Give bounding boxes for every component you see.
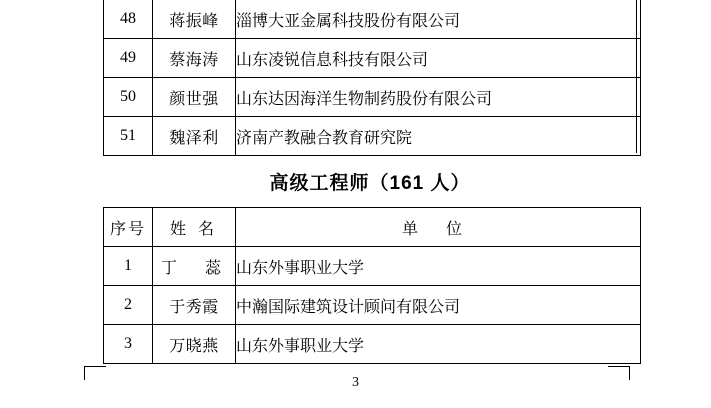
cell-name: 蔡海涛 <box>153 39 236 78</box>
cell-unit: 济南产教融合教育研究院 <box>236 117 641 156</box>
table-continuation <box>103 0 641 156</box>
cell-no: 1 <box>104 247 153 286</box>
cell-unit: 山东外事职业大学 <box>236 325 641 364</box>
table-row <box>104 78 641 117</box>
cell-name: 魏泽利 <box>153 117 236 156</box>
cell-no: 49 <box>104 39 153 78</box>
page-number: 3 <box>352 375 359 390</box>
cell-name: 于秀霞 <box>153 286 236 325</box>
cell-unit: 中瀚国际建筑设计顾问有限公司 <box>236 286 641 325</box>
cell-no: 51 <box>104 117 153 156</box>
table-header-row <box>104 208 641 247</box>
section-title: 高级工程师（161 人） <box>269 173 471 194</box>
table-row <box>104 247 641 286</box>
table-row <box>104 117 641 156</box>
header-cell-no: 序号 <box>104 208 153 247</box>
table-row <box>104 325 641 364</box>
cell-name: 万晓燕 <box>153 325 236 364</box>
cell-unit: 淄博大亚金属科技股份有限公司 <box>236 0 641 39</box>
cell-name: 颜世强 <box>153 78 236 117</box>
header-cell-unit: 单 位 <box>236 208 641 247</box>
table-row <box>104 39 641 78</box>
table-row <box>104 0 641 39</box>
cell-unit: 山东达因海洋生物制药股份有限公司 <box>236 78 641 117</box>
table-senior-engineer <box>103 207 641 364</box>
cell-name: 蒋振峰 <box>153 0 236 39</box>
cell-no: 48 <box>104 0 153 39</box>
cell-unit: 山东外事职业大学 <box>236 247 641 286</box>
cell-no: 2 <box>104 286 153 325</box>
cell-no: 3 <box>104 325 153 364</box>
cell-no: 50 <box>104 78 153 117</box>
header-cell-name: 姓 名 <box>153 208 236 247</box>
cell-name: 丁 蕊 <box>153 247 236 286</box>
table-row <box>104 286 641 325</box>
cell-unit: 山东凌锐信息科技有限公司 <box>236 39 641 78</box>
